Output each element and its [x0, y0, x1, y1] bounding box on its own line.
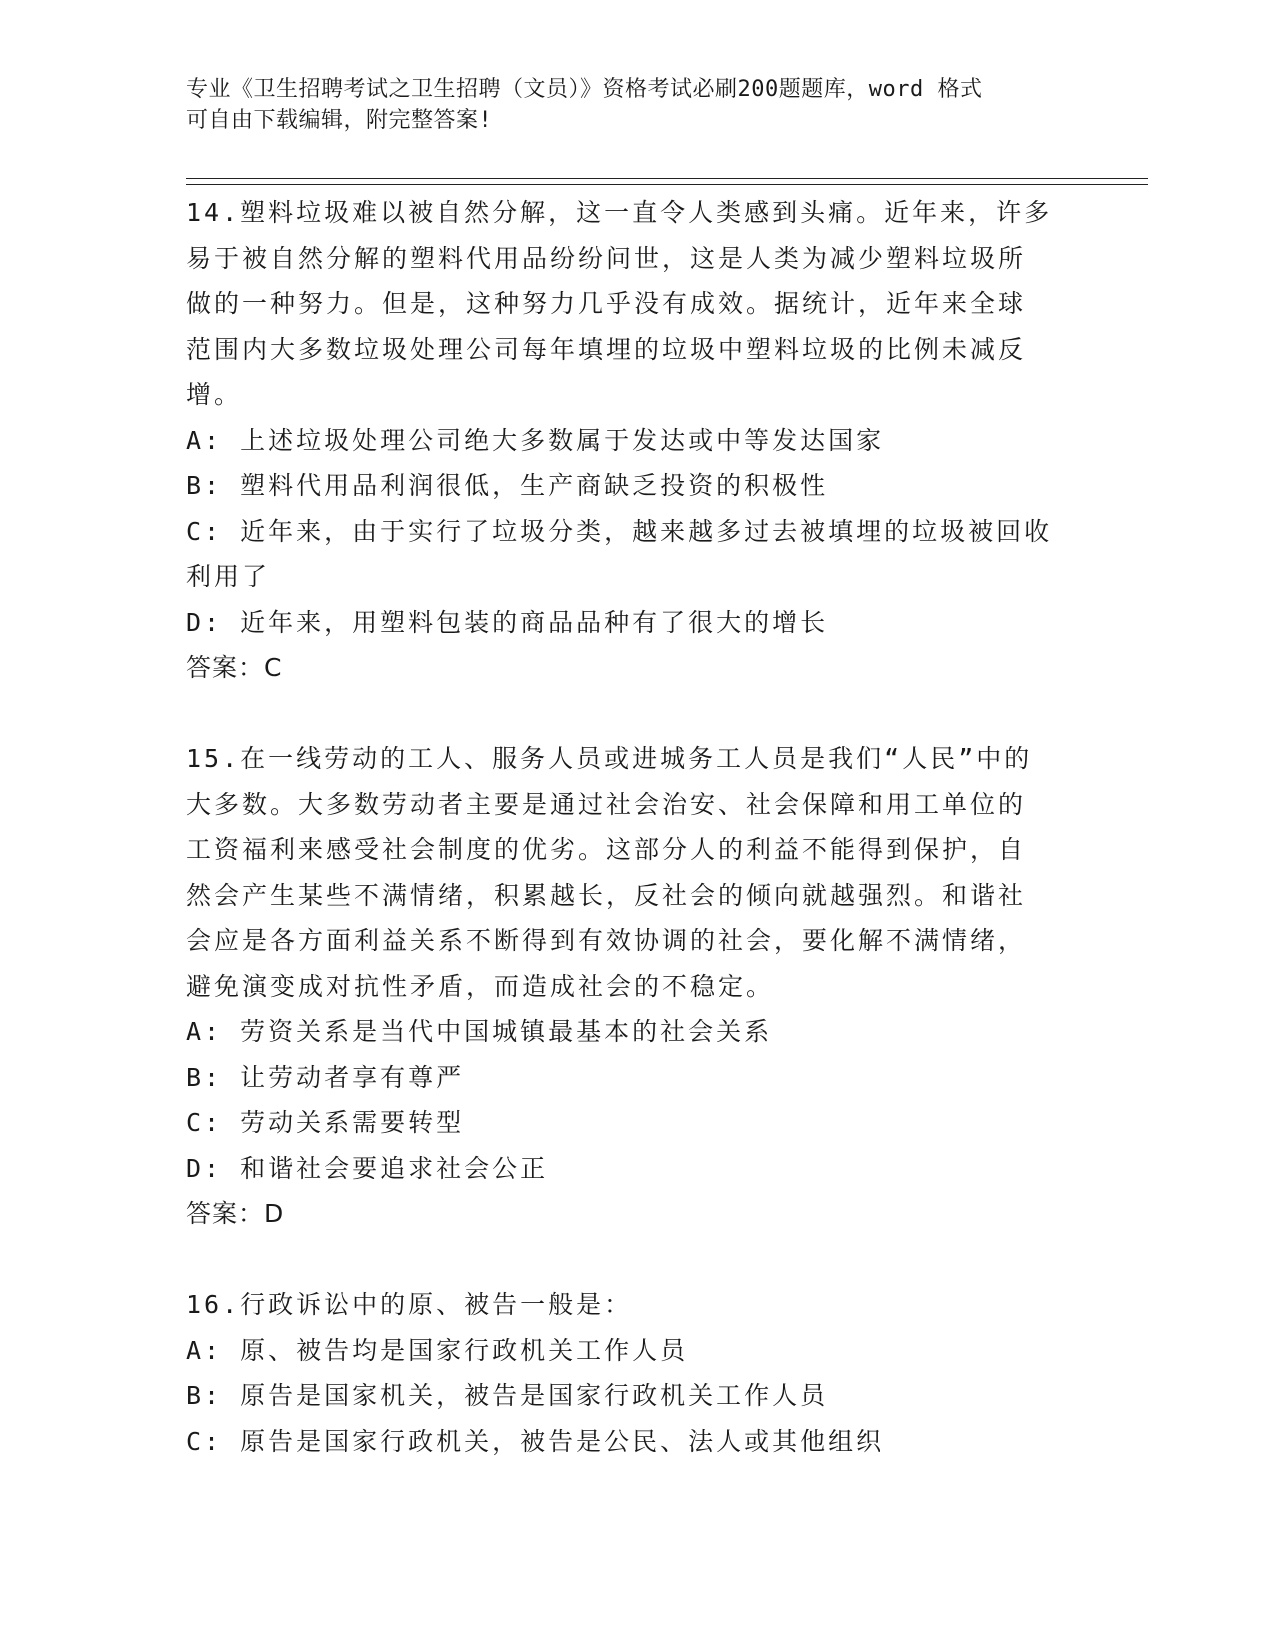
document-header	[186, 74, 1066, 136]
question-14-stem-line: 易于被自然分解的塑料代用品纷纷问世，这是人类为减少塑料垃圾所	[186, 243, 1027, 273]
question-14	[186, 190, 1086, 691]
question-14-option-a: A: 上述垃圾处理公司绝大多数属于发达或中等发达国家	[186, 425, 885, 455]
question-14-option-d: D: 近年来，用塑料包装的商品品种有了很大的增长	[186, 607, 829, 637]
question-15-option-b: B: 让劳动者享有尊严	[186, 1062, 465, 1092]
question-14-option-c-cont: 利用了	[186, 562, 271, 591]
question-16	[186, 1282, 1086, 1464]
question-15-stem-line: 15.在一线劳动的工人、服务人员或进城务工人员是我们“人民”中的	[186, 744, 1033, 773]
question-16-option-c: C: 原告是国家行政机关，被告是公民、法人或其他组织	[186, 1426, 885, 1456]
question-15-stem-line: 工资福利来感受社会制度的优劣。这部分人的利益不能得到保护，自	[186, 835, 1027, 864]
question-15-stem-line: 避免演变成对抗性矛盾，而造成社会的不稳定。	[186, 971, 775, 1001]
question-16-stem-line: 16.行政诉讼中的原、被告一般是：	[186, 1290, 633, 1319]
question-16-option-a: A: 原、被告均是国家行政机关工作人员	[186, 1335, 689, 1365]
question-15-option-d: D: 和谐社会要追求社会公正	[186, 1153, 549, 1183]
question-14-stem-line: 范围内大多数垃圾处理公司每年填埋的垃圾中塑料垃圾的比例未减反	[186, 334, 1027, 364]
header-line-2: 可自由下载编辑，附完整答案!	[186, 108, 493, 133]
question-list	[186, 190, 1086, 1464]
question-15	[186, 736, 1086, 1237]
header-rule-bottom	[186, 184, 1148, 185]
question-gap	[186, 691, 1086, 737]
question-14-stem-line: 14.塑料垃圾难以被自然分解，这一直令人类感到头痛。近年来，许多	[186, 198, 1053, 227]
question-15-stem-line: 会应是各方面利益关系不断得到有效协调的社会，要化解不满情绪，	[186, 926, 1027, 955]
question-gap	[186, 1237, 1086, 1283]
question-15-answer: 答案：D	[186, 1199, 285, 1228]
header-line-1: 专业《卫生招聘考试之卫生招聘（文员）》资格考试必刷200题题库，word 格式	[186, 77, 983, 102]
question-14-option-b: B: 塑料代用品利润很低，生产商缺乏投资的积极性	[186, 471, 829, 500]
question-14-stem-line: 增。	[186, 380, 243, 409]
question-15-stem-line: 然会产生某些不满情绪，积累越长，反社会的倾向就越强烈。和谐社	[186, 880, 1027, 910]
question-14-answer: 答案：C	[186, 653, 283, 682]
question-15-option-a: A: 劳资关系是当代中国城镇最基本的社会关系	[186, 1017, 773, 1046]
question-14-option-c: C: 近年来，由于实行了垃圾分类，越来越多过去被填埋的垃圾被回收	[186, 516, 1053, 546]
question-15-option-c: C: 劳动关系需要转型	[186, 1108, 465, 1137]
question-14-stem-line: 做的一种努力。但是，这种努力几乎没有成效。据统计，近年来全球	[186, 289, 1027, 318]
question-16-option-b: B: 原告是国家机关，被告是国家行政机关工作人员	[186, 1381, 829, 1410]
header-rule-top	[186, 178, 1148, 179]
question-15-stem-line: 大多数。大多数劳动者主要是通过社会治安、社会保障和用工单位的	[186, 789, 1027, 819]
